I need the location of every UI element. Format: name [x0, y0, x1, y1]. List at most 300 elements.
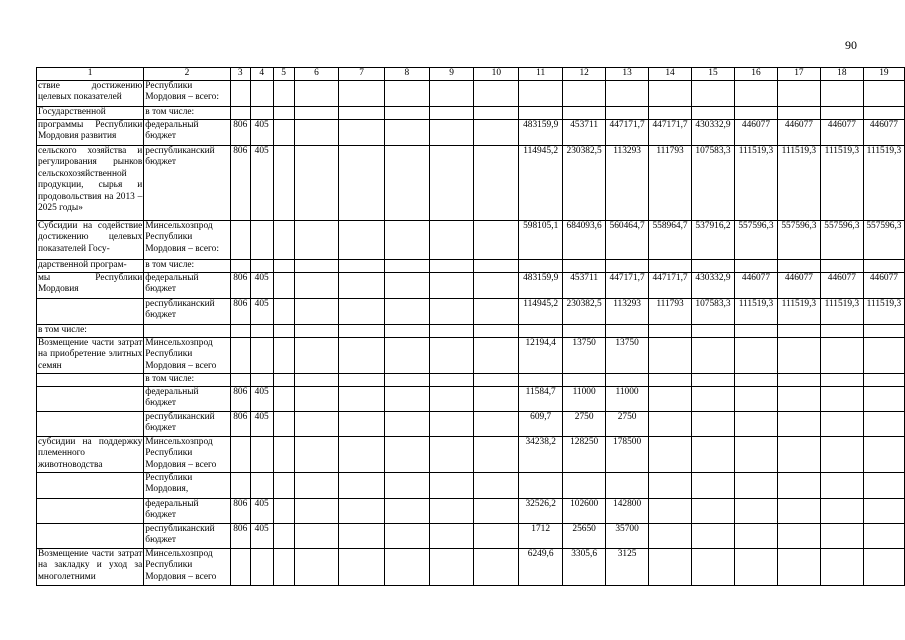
empty-cell: [294, 411, 339, 436]
table-row: [37, 436, 905, 472]
empty-cell: [429, 498, 474, 523]
header-cell: 1: [37, 68, 144, 81]
value-cell: 11584,7: [519, 386, 563, 411]
value-cell: [606, 373, 649, 386]
code-cell: [250, 80, 273, 106]
source-cell: федеральный бюджет: [144, 272, 230, 298]
header-row: [37, 68, 905, 81]
value-cell: [777, 523, 820, 548]
code-cell: [230, 436, 250, 472]
source-cell: федеральный бюджет: [144, 119, 230, 145]
value-cell: 1712: [519, 523, 563, 548]
empty-cell: [474, 220, 519, 259]
value-cell: 111519,3: [734, 298, 777, 324]
value-cell: 102600: [563, 498, 606, 523]
value-cell: [777, 337, 820, 373]
value-cell: [820, 386, 863, 411]
value-cell: [606, 106, 649, 119]
value-cell: 609,7: [519, 411, 563, 436]
empty-cell: [385, 337, 430, 373]
empty-cell: [429, 411, 474, 436]
empty-cell: [385, 259, 430, 272]
empty-cell: [339, 298, 385, 324]
value-cell: [563, 472, 606, 498]
value-cell: 557596,3: [863, 220, 904, 259]
empty-cell: [294, 119, 339, 145]
empty-cell: [339, 373, 385, 386]
empty-cell: [294, 272, 339, 298]
empty-cell: [474, 259, 519, 272]
empty-cell: [474, 373, 519, 386]
value-cell: 111519,3: [863, 298, 904, 324]
value-cell: 13750: [606, 337, 649, 373]
source-cell: федеральный бюджет: [144, 386, 230, 411]
header-cell: 2: [144, 68, 230, 81]
measure-name-cell: Возмещение части затрат на закладку и уход за многолетними: [37, 548, 144, 585]
value-cell: [649, 472, 692, 498]
value-cell: [820, 472, 863, 498]
empty-cell: [273, 119, 294, 145]
table-row: [37, 220, 905, 259]
value-cell: 111519,3: [863, 145, 904, 220]
code-cell: 806: [230, 411, 250, 436]
value-cell: [734, 436, 777, 472]
header-cell: 8: [385, 68, 430, 81]
value-cell: [820, 373, 863, 386]
empty-cell: [273, 373, 294, 386]
value-cell: [777, 436, 820, 472]
empty-cell: [429, 373, 474, 386]
header-cell: 4: [250, 68, 273, 81]
header-cell: 19: [863, 68, 904, 81]
value-cell: [563, 106, 606, 119]
code-cell: 806: [230, 298, 250, 324]
value-cell: [692, 523, 735, 548]
measure-name-cell: программы Республики Мордовия развития: [37, 119, 144, 145]
table-row: [37, 498, 905, 523]
empty-cell: [429, 272, 474, 298]
value-cell: 447171,7: [606, 119, 649, 145]
code-cell: 806: [230, 523, 250, 548]
value-cell: [734, 498, 777, 523]
value-cell: [863, 106, 904, 119]
empty-cell: [429, 119, 474, 145]
value-cell: 107583,3: [692, 145, 735, 220]
value-cell: [649, 436, 692, 472]
code-cell: [250, 373, 273, 386]
empty-cell: [385, 298, 430, 324]
value-cell: [563, 259, 606, 272]
empty-cell: [339, 411, 385, 436]
empty-cell: [429, 337, 474, 373]
measure-name-cell: субсидии на поддержку племенного животноводства: [37, 436, 144, 472]
empty-cell: [294, 523, 339, 548]
empty-cell: [385, 472, 430, 498]
empty-cell: [385, 324, 430, 337]
budget-table: [36, 67, 905, 586]
code-cell: 405: [250, 411, 273, 436]
measure-name-cell: [37, 373, 144, 386]
value-cell: 447171,7: [649, 272, 692, 298]
empty-cell: [273, 548, 294, 585]
value-cell: [863, 472, 904, 498]
empty-cell: [273, 106, 294, 119]
code-cell: [250, 259, 273, 272]
header-cell: 11: [519, 68, 563, 81]
value-cell: [820, 106, 863, 119]
value-cell: 25650: [563, 523, 606, 548]
value-cell: [734, 373, 777, 386]
value-cell: [863, 80, 904, 106]
value-cell: [863, 411, 904, 436]
empty-cell: [385, 411, 430, 436]
value-cell: 446077: [734, 119, 777, 145]
empty-cell: [429, 145, 474, 220]
source-cell: федеральный бюджет: [144, 498, 230, 523]
code-cell: [230, 373, 250, 386]
header-cell: 9: [429, 68, 474, 81]
source-cell: в том числе:: [144, 106, 230, 119]
value-cell: 483159,9: [519, 272, 563, 298]
code-cell: 405: [250, 145, 273, 220]
empty-cell: [294, 298, 339, 324]
code-cell: 806: [230, 145, 250, 220]
value-cell: [563, 324, 606, 337]
empty-cell: [294, 80, 339, 106]
source-cell: республиканский бюджет: [144, 298, 230, 324]
table-row: [37, 272, 905, 298]
empty-cell: [339, 145, 385, 220]
code-cell: [230, 548, 250, 585]
code-cell: [230, 259, 250, 272]
value-cell: 111519,3: [777, 298, 820, 324]
value-cell: [734, 548, 777, 585]
empty-cell: [429, 472, 474, 498]
value-cell: 32526,2: [519, 498, 563, 523]
empty-cell: [429, 523, 474, 548]
value-cell: [863, 498, 904, 523]
empty-cell: [385, 106, 430, 119]
empty-cell: [429, 386, 474, 411]
measure-name-cell: ствие достижению целевых показателей: [37, 80, 144, 106]
empty-cell: [429, 298, 474, 324]
empty-cell: [474, 145, 519, 220]
value-cell: [649, 324, 692, 337]
value-cell: [863, 386, 904, 411]
code-cell: 405: [250, 523, 273, 548]
code-cell: [250, 548, 273, 585]
empty-cell: [474, 80, 519, 106]
measure-name-cell: [37, 523, 144, 548]
empty-cell: [474, 436, 519, 472]
code-cell: [250, 337, 273, 373]
value-cell: [692, 106, 735, 119]
value-cell: [649, 523, 692, 548]
code-cell: 806: [230, 498, 250, 523]
value-cell: [820, 411, 863, 436]
value-cell: 111793: [649, 145, 692, 220]
value-cell: 446077: [820, 119, 863, 145]
header-cell: 14: [649, 68, 692, 81]
value-cell: 446077: [863, 119, 904, 145]
value-cell: [777, 106, 820, 119]
empty-cell: [474, 298, 519, 324]
table-row: [37, 548, 905, 585]
empty-cell: [385, 220, 430, 259]
source-cell: республиканский бюджет: [144, 145, 230, 220]
empty-cell: [294, 548, 339, 585]
header-cell: 5: [273, 68, 294, 81]
value-cell: [649, 386, 692, 411]
code-cell: [230, 106, 250, 119]
value-cell: [692, 324, 735, 337]
value-cell: [734, 80, 777, 106]
value-cell: [649, 373, 692, 386]
empty-cell: [273, 145, 294, 220]
code-cell: [230, 80, 250, 106]
empty-cell: [294, 373, 339, 386]
source-cell: Минсельхозпрод Республики Мордовия – всего: [144, 548, 230, 585]
value-cell: [519, 80, 563, 106]
empty-cell: [474, 386, 519, 411]
value-cell: 114945,2: [519, 145, 563, 220]
value-cell: [519, 259, 563, 272]
code-cell: 405: [250, 272, 273, 298]
header-cell: 17: [777, 68, 820, 81]
value-cell: 128250: [563, 436, 606, 472]
value-cell: 35700: [606, 523, 649, 548]
value-cell: [777, 411, 820, 436]
value-cell: [863, 523, 904, 548]
header-cell: 3: [230, 68, 250, 81]
empty-cell: [339, 80, 385, 106]
table-row: [37, 386, 905, 411]
measure-name-cell: [37, 472, 144, 498]
value-cell: 178500: [606, 436, 649, 472]
empty-cell: [339, 523, 385, 548]
empty-cell: [385, 145, 430, 220]
code-cell: [250, 220, 273, 259]
value-cell: [820, 548, 863, 585]
empty-cell: [474, 548, 519, 585]
value-cell: 684093,6: [563, 220, 606, 259]
value-cell: [519, 472, 563, 498]
value-cell: [649, 498, 692, 523]
measure-name-cell: Субсидии на содействие достижению целевых показателей Госу-: [37, 220, 144, 259]
empty-cell: [339, 337, 385, 373]
value-cell: [563, 80, 606, 106]
empty-cell: [339, 472, 385, 498]
table-row: [37, 373, 905, 386]
header-cell: 16: [734, 68, 777, 81]
value-cell: [563, 373, 606, 386]
value-cell: 560464,7: [606, 220, 649, 259]
source-cell: в том числе:: [144, 373, 230, 386]
empty-cell: [385, 80, 430, 106]
empty-cell: [474, 498, 519, 523]
value-cell: 447171,7: [606, 272, 649, 298]
empty-cell: [273, 498, 294, 523]
value-cell: [692, 411, 735, 436]
source-cell: Республики Мордовия – всего:: [144, 80, 230, 106]
empty-cell: [273, 523, 294, 548]
table-row: [37, 411, 905, 436]
value-cell: 34238,2: [519, 436, 563, 472]
empty-cell: [339, 259, 385, 272]
value-cell: 453711: [563, 119, 606, 145]
value-cell: [820, 523, 863, 548]
value-cell: [649, 80, 692, 106]
value-cell: [777, 548, 820, 585]
value-cell: [606, 80, 649, 106]
value-cell: [692, 498, 735, 523]
value-cell: [734, 386, 777, 411]
code-cell: 405: [250, 498, 273, 523]
value-cell: 13750: [563, 337, 606, 373]
empty-cell: [385, 436, 430, 472]
empty-cell: [339, 324, 385, 337]
measure-name-cell: сельского хозяйства и регулирования рынков сельскохозяйственной продукции, сырья и продовольствия на 2013 – 2025 годы»: [37, 145, 144, 220]
empty-cell: [339, 386, 385, 411]
value-cell: [649, 259, 692, 272]
table-row: [37, 119, 905, 145]
header-cell: 7: [339, 68, 385, 81]
measure-name-cell: [37, 498, 144, 523]
empty-cell: [429, 80, 474, 106]
value-cell: [649, 548, 692, 585]
value-cell: [692, 386, 735, 411]
value-cell: 111519,3: [820, 298, 863, 324]
empty-cell: [273, 386, 294, 411]
page-number: 90: [845, 38, 857, 52]
value-cell: 446077: [777, 272, 820, 298]
value-cell: [863, 259, 904, 272]
source-cell: республиканский бюджет: [144, 411, 230, 436]
empty-cell: [385, 523, 430, 548]
value-cell: [519, 324, 563, 337]
value-cell: [649, 106, 692, 119]
source-cell: Минсельхозпрод Республики Мордовия – всего: [144, 436, 230, 472]
code-cell: [230, 220, 250, 259]
code-cell: [230, 472, 250, 498]
value-cell: [777, 498, 820, 523]
value-cell: [734, 324, 777, 337]
value-cell: [777, 472, 820, 498]
empty-cell: [429, 220, 474, 259]
value-cell: [692, 259, 735, 272]
value-cell: [649, 411, 692, 436]
empty-cell: [294, 337, 339, 373]
value-cell: 430332,9: [692, 119, 735, 145]
value-cell: 557596,3: [820, 220, 863, 259]
value-cell: [863, 548, 904, 585]
value-cell: [820, 498, 863, 523]
source-cell: [144, 324, 230, 337]
source-cell: Республики Мордовия,: [144, 472, 230, 498]
measure-name-cell: [37, 411, 144, 436]
value-cell: [820, 80, 863, 106]
table-row: [37, 298, 905, 324]
header-cell: 6: [294, 68, 339, 81]
value-cell: [606, 324, 649, 337]
value-cell: 558964,7: [649, 220, 692, 259]
value-cell: 446077: [863, 272, 904, 298]
measure-name-cell: мы Республики Мордовия: [37, 272, 144, 298]
value-cell: 113293: [606, 298, 649, 324]
value-cell: [692, 337, 735, 373]
value-cell: [734, 472, 777, 498]
value-cell: 446077: [734, 272, 777, 298]
value-cell: [863, 324, 904, 337]
value-cell: 453711: [563, 272, 606, 298]
empty-cell: [385, 548, 430, 585]
empty-cell: [429, 106, 474, 119]
value-cell: 3305,6: [563, 548, 606, 585]
value-cell: 230382,5: [563, 145, 606, 220]
empty-cell: [294, 324, 339, 337]
value-cell: 114945,2: [519, 298, 563, 324]
table-row: [37, 337, 905, 373]
empty-cell: [474, 106, 519, 119]
value-cell: [820, 259, 863, 272]
value-cell: [519, 106, 563, 119]
value-cell: [820, 436, 863, 472]
value-cell: [692, 436, 735, 472]
value-cell: 111793: [649, 298, 692, 324]
source-cell: республиканский бюджет: [144, 523, 230, 548]
value-cell: 107583,3: [692, 298, 735, 324]
empty-cell: [294, 472, 339, 498]
empty-cell: [294, 386, 339, 411]
empty-cell: [474, 272, 519, 298]
code-cell: 806: [230, 119, 250, 145]
empty-cell: [474, 119, 519, 145]
table-row: [37, 80, 905, 106]
value-cell: [777, 386, 820, 411]
header-cell: 15: [692, 68, 735, 81]
empty-cell: [273, 80, 294, 106]
empty-cell: [474, 472, 519, 498]
empty-cell: [385, 119, 430, 145]
value-cell: [649, 337, 692, 373]
empty-cell: [339, 436, 385, 472]
value-cell: [863, 436, 904, 472]
code-cell: [230, 337, 250, 373]
empty-cell: [273, 259, 294, 272]
value-cell: [734, 411, 777, 436]
value-cell: 142800: [606, 498, 649, 523]
value-cell: [692, 373, 735, 386]
empty-cell: [273, 411, 294, 436]
value-cell: 446077: [777, 119, 820, 145]
table-row: [37, 324, 905, 337]
empty-cell: [474, 324, 519, 337]
empty-cell: [385, 373, 430, 386]
code-cell: [250, 106, 273, 119]
empty-cell: [429, 436, 474, 472]
table-row: [37, 106, 905, 119]
empty-cell: [429, 324, 474, 337]
value-cell: 113293: [606, 145, 649, 220]
empty-cell: [429, 548, 474, 585]
empty-cell: [273, 272, 294, 298]
value-cell: 2750: [563, 411, 606, 436]
empty-cell: [273, 324, 294, 337]
value-cell: 230382,5: [563, 298, 606, 324]
value-cell: [734, 523, 777, 548]
table-row: [37, 472, 905, 498]
source-cell: Минсельхозпрод Республики Мордовия – всего: [144, 337, 230, 373]
